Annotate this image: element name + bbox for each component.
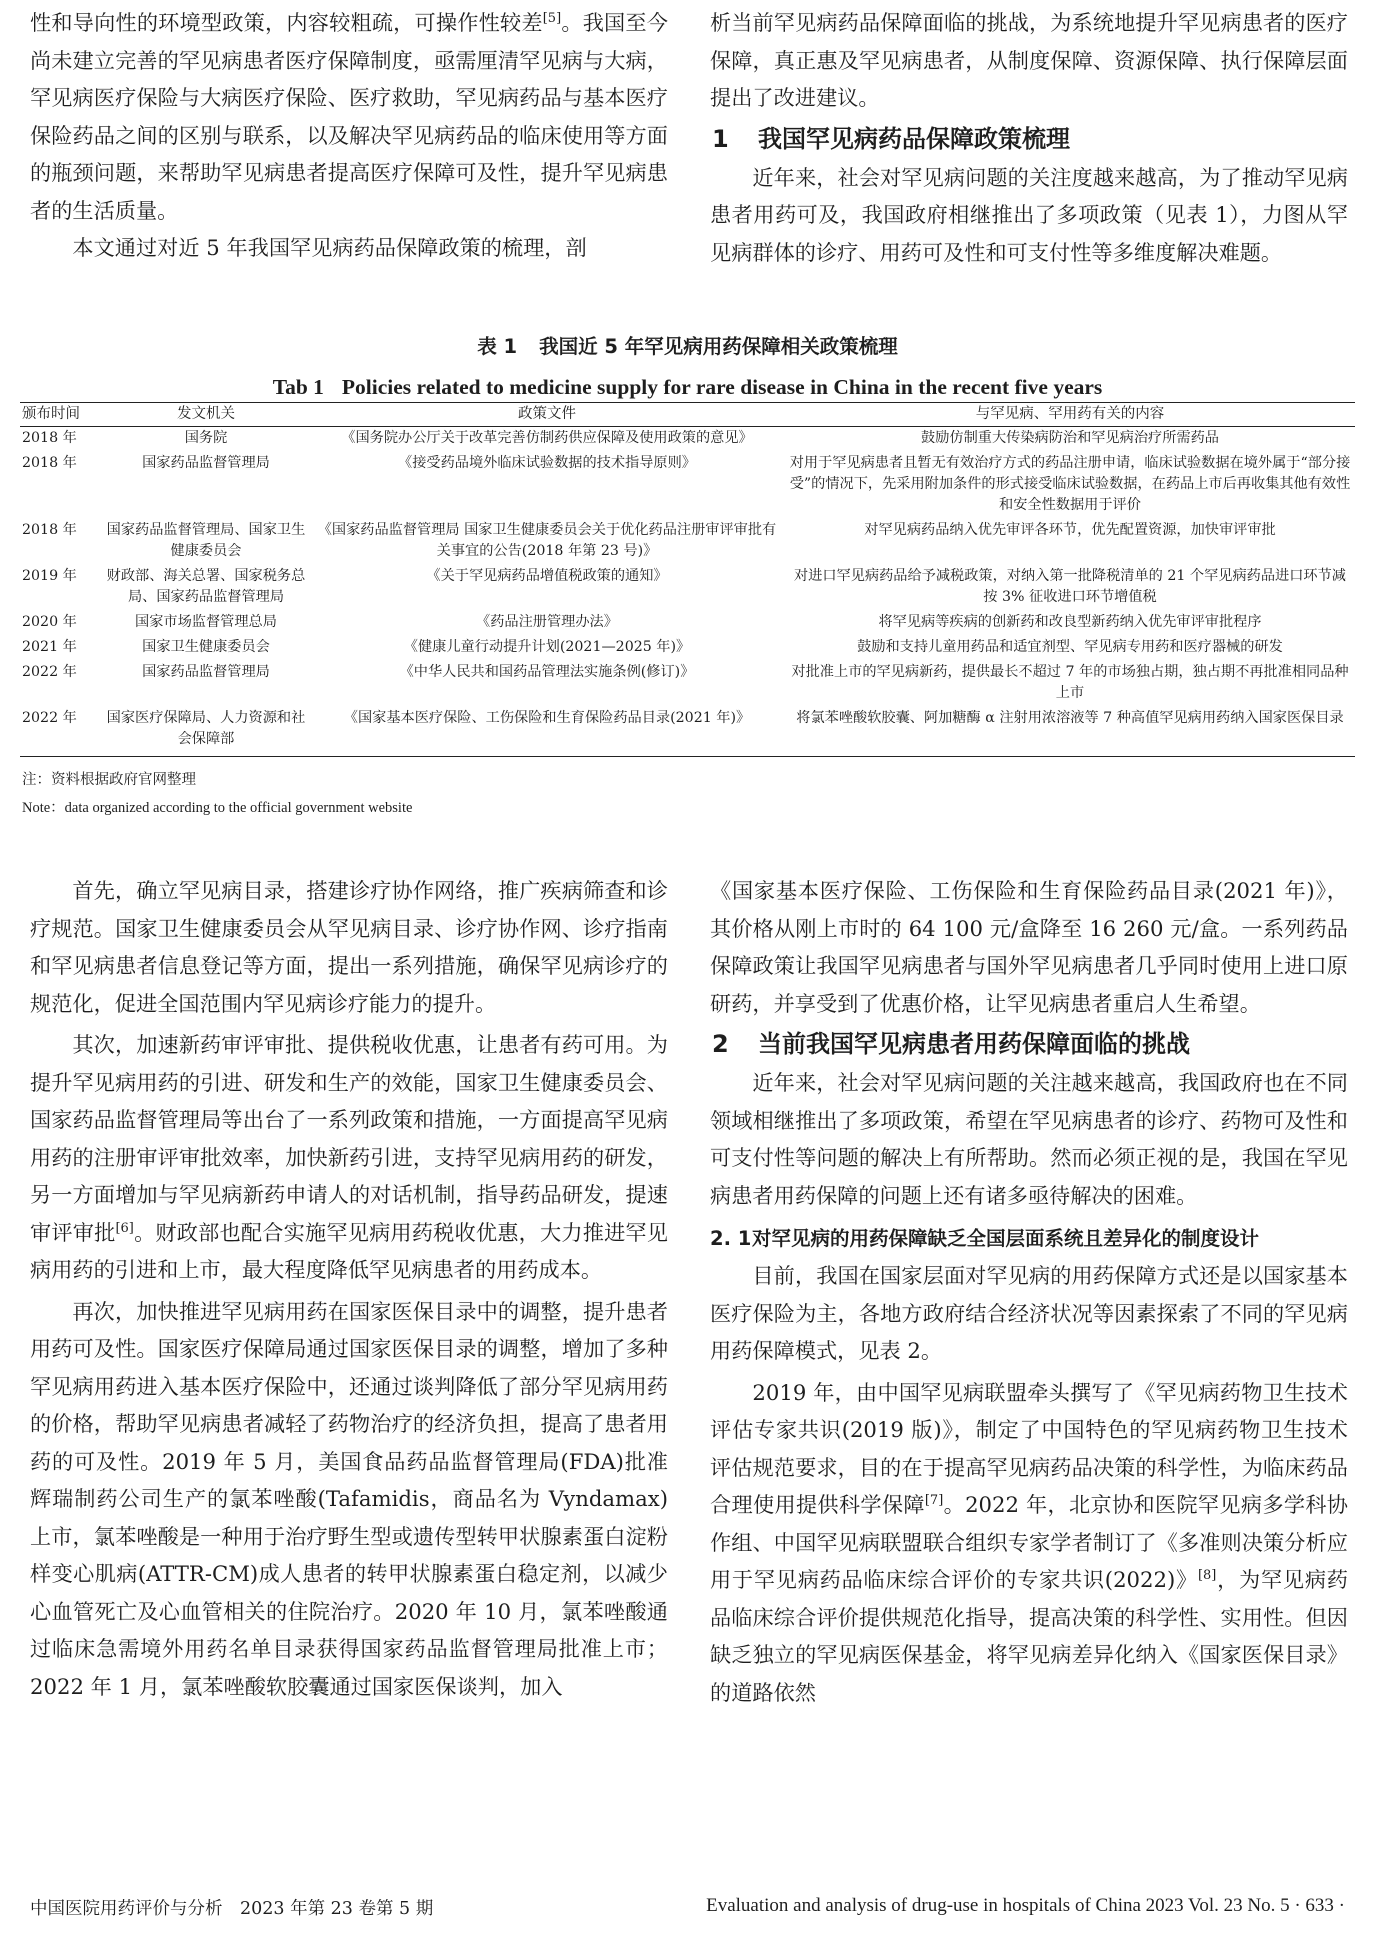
section-heading bbox=[710, 1024, 1348, 1064]
cell-issuer: 国家医疗保障局、人力资源和社会保障部 bbox=[103, 707, 309, 757]
citation-ref[interactable]: [5] bbox=[542, 10, 562, 26]
top-left-column bbox=[30, 4, 668, 267]
section-number: 2 bbox=[712, 1030, 729, 1058]
table-1-block bbox=[20, 332, 1355, 819]
cell-date: 2020 年 bbox=[22, 614, 77, 630]
paragraph: 性和导向性的环境型政策，内容较粗疏，可操作性较差[5]。我国至今尚未建立完善的罕见病患者医疗保障制度，亟需厘清罕见病与大病，罕见病医疗保险与大病医疗保险、医疗救助，罕见病药品与基本医疗保险药品之间的区别与联系，以及解决罕见病药品的临床使用等方面的瓶颈问题，来帮助罕见病患者提高医疗保障可及性，提升罕见病患者的生活质量。 bbox=[30, 10, 668, 223]
table-row bbox=[20, 611, 1355, 636]
col-header-issuer: 发文机关 bbox=[103, 403, 309, 427]
table-row bbox=[20, 707, 1355, 757]
col-header-content: 与罕见病、罕用药有关的内容 bbox=[785, 403, 1355, 427]
cell-content: 鼓励和支持儿童用药品和适宜剂型、罕见病专用药和医疗器械的研发 bbox=[857, 639, 1283, 655]
paragraph: 首先，确立罕见病目录，搭建诊疗协作网络，推广疾病筛查和诊疗规范。国家卫生健康委员会从罕见病目录、诊疗协作网、诊疗指南和罕见病患者信息登记等方面，提出一系列措施，确保罕见病诊疗的规范化，促进全国范围内罕见病诊疗能力的提升。 bbox=[30, 878, 668, 1016]
citation-ref[interactable]: [8] bbox=[1197, 1567, 1217, 1583]
cell-content: 对罕见病药品纳入优先审评各环节，优先配置资源，加快审评审批 bbox=[864, 522, 1276, 538]
section-number: 1 bbox=[712, 124, 729, 153]
table-row bbox=[20, 661, 1355, 707]
cell-issuer: 国务院 bbox=[184, 430, 228, 446]
page-footer bbox=[30, 1895, 1345, 1925]
paragraph: 目前，我国在国家层面对罕见病的用药保障方式还是以国家基本医疗保险为主，各地方政府结合经济状况等因素探索了不同的罕见病用药保障模式，见表 2。 bbox=[710, 1263, 1348, 1363]
paragraph: 2019 年，由中国罕见病联盟牵头撰写了《罕见病药物卫生技术评估专家共识(2019 版)》，制定了中国特色的罕见病药物卫生技术评估规范要求，目的在于提高罕见病药品决策的科学性，为临床药品合理使用提供科学保障[7]。2022 年，北京协和医院罕见病多学科协作组、中国罕见病联盟联合组织专家学者制订了《多准则决策分析应用于罕见病药品临床综合评价的专家共识(2022)》[8]，为罕见病药品临床综合评价提供规范化指导，提高决策的科学性、实用性。但因缺乏独立的罕见病医保基金，将罕见病差异化纳入《国家医保目录》的道路依然 bbox=[710, 1379, 1348, 1705]
top-right-column bbox=[710, 4, 1348, 271]
table-note-en: Note：data organized according to the official government website bbox=[22, 800, 413, 816]
cell-document: 《接受药品境外临床试验数据的技术指导原则》 bbox=[398, 455, 696, 471]
col-header-document: 政策文件 bbox=[309, 403, 785, 427]
paragraph: 本文通过对近 5 年我国罕见病药品保障政策的梳理，剖 bbox=[72, 235, 587, 260]
paragraph: 再次，加快推进罕见病用药在国家医保目录中的调整，提升患者用药可及性。国家医疗保障局通过国家医保目录的调整，增加了多种罕见病用药进入基本医疗保险中，还通过谈判降低了部分罕见病用药的价格，帮助罕见病患者减轻了药物治疗的经济负担，提高了患者用药的可及性。2019 年 5 月，美国食品药品监督管理局(FDA)批准辉瑞制药公司生产的氯苯唑酸(Tafamidis，商品名为 Vyndamax)上市，氯苯唑酸是一种用于治疗野生型或遗传型转甲状腺素蛋白淀粉样变心肌病(ATTR-CM)成人患者的转甲状腺素蛋白稳定剂，以减少心血管死亡及心血管相关的住院治疗。2020 年 10 月，氯苯唑酸通过临床急需境外用药名单目录获得国家药品监督管理局批准上市；2022 年 1 月，氯苯唑酸软胶囊通过国家医保谈判，加入 bbox=[30, 1298, 668, 1699]
paragraph: 析当前罕见病药品保障面临的挑战，为系统地提升罕见病患者的医疗保障，真正惠及罕见病患者，从制度保障、资源保障、执行保障层面提出了改进建议。 bbox=[710, 10, 1348, 110]
cell-document: 《药品注册管理办法》 bbox=[476, 614, 618, 630]
cell-content: 对批准上市的罕见病新药，提供最长不超过 7 年的市场独占期，独占期不再批准相同品种上市 bbox=[791, 664, 1349, 701]
cell-issuer: 国家药品监督管理局 bbox=[142, 455, 270, 471]
table-caption-cn: 表 1 我国近 5 年罕见病用药保障相关政策梳理 bbox=[477, 335, 898, 358]
cell-content: 对用于罕见病患者且暂无有效治疗方式的药品注册申请，临床试验数据在境外属于“部分接受”的情况下，先采用附加条件的形式接受临床试验数据，在药品上市后再收集其他有效性和安全性数据用于评价 bbox=[789, 455, 1351, 513]
table-header-row bbox=[20, 403, 1355, 427]
paragraph: 近年来，社会对罕见病问题的关注度越来越高，为了推动罕见病患者用药可及，我国政府相继推出了多项政策（见表 1），力图从罕见病群体的诊疗、用药可及性和可支付性等多维度解决难题。 bbox=[710, 164, 1348, 265]
cell-content: 对进口罕见病药品给予减税政策，对纳入第一批降税清单的 21 个罕见病药品进口环节减按 3% 征收进口环节增值税 bbox=[793, 568, 1346, 605]
section-heading bbox=[710, 119, 1348, 159]
paragraph: 其次，加速新药审评审批、提供税收优惠，让患者有药可用。为提升罕见病用药的引进、研发和生产的效能，国家卫生健康委员会、国家药品监督管理局等出台了一系列政策和措施，一方面提高罕见病用药的注册审评审批效率，加快新药引进，支持罕见病用药的研发，另一方面增加与罕见病新药申请人的对话机制，指导药品研发，提速审评审批[6]。财政部也配合实施罕见病用药税收优惠，大力推进罕见病用药的引进和上市，最大程度降低罕见病患者的用药成本。 bbox=[30, 1032, 668, 1282]
cell-document: 《国家药品监督管理局 国家卫生健康委员会关于优化药品注册审评审批有关事宜的公告(2018 年第 23 号)》 bbox=[317, 522, 777, 559]
footer-journal-en: Evaluation and analysis of drug-use in hospitals of China 2023 Vol. 23 No. 5 · 633 · bbox=[706, 1895, 1345, 1916]
cell-date: 2019 年 bbox=[22, 568, 77, 584]
cell-date: 2018 年 bbox=[22, 455, 77, 471]
cell-document: 《国家基本医疗保险、工伤保险和生育保险药品目录(2021 年)》 bbox=[309, 707, 785, 757]
cell-issuer: 国家卫生健康委员会 bbox=[142, 639, 270, 655]
table-caption-en: Tab 1 Policies related to medicine supply for rare disease in China in the recent five years bbox=[272, 375, 1103, 399]
cell-content: 将氯苯唑酸软胶囊、阿加糖酶 α 注射用浓溶液等 7 种高值罕见病用药纳入国家医保目录 bbox=[785, 707, 1355, 757]
cell-date: 2018 年 bbox=[22, 430, 77, 446]
cell-date: 2022 年 bbox=[22, 664, 77, 680]
cell-date: 2018 年 bbox=[22, 522, 77, 538]
citation-ref[interactable]: [6] bbox=[115, 1220, 134, 1236]
cell-document: 《中华人民共和国药品管理法实施条例(修订)》 bbox=[399, 664, 695, 680]
cell-content: 鼓励仿制重大传染病防治和罕见病治疗所需药品 bbox=[921, 430, 1219, 446]
paragraph: 近年来，社会对罕见病问题的关注越来越高，我国政府也在不同领域相继推出了多项政策，希望在罕见病患者的诊疗、药物可及性和可支付性等问题的解决上有所帮助。然而必须正视的是，我国在罕见病患者用药保障的问题上还有诸多亟待解决的困难。 bbox=[710, 1070, 1348, 1208]
table-row bbox=[20, 636, 1355, 661]
table-row bbox=[20, 519, 1355, 565]
bottom-right-column bbox=[710, 872, 1348, 1711]
table-row bbox=[20, 427, 1355, 453]
citation-ref[interactable]: [7] bbox=[924, 1492, 944, 1508]
table-note-cn: 注：资料根据政府官网整理 bbox=[22, 772, 196, 788]
col-header-date: 颁布时间 bbox=[20, 403, 103, 427]
cell-content: 将罕见病等疾病的创新药和改良型新药纳入优先审评审批程序 bbox=[878, 614, 1262, 630]
policy-table bbox=[20, 402, 1355, 757]
cell-document: 《关于罕见病药品增值税政策的通知》 bbox=[426, 568, 668, 584]
cell-document: 《国务院办公厅关于改革完善仿制药供应保障及使用政策的意见》 bbox=[341, 430, 753, 446]
paragraph: 《国家基本医疗保险、工伤保险和生育保险药品目录(2021 年)》，其价格从刚上市时的 64 100 元/盒降至 16 260 元/盒。一系列药品保障政策让我国罕见病患者与国外罕见病患者几乎同时使用上进口原研药，并享受到了优惠价格，让罕见病患者重启人生希望。 bbox=[710, 878, 1348, 1016]
cell-issuer: 国家药品监督管理局、国家卫生健康委员会 bbox=[106, 522, 306, 559]
subsection-heading bbox=[710, 1220, 1348, 1257]
cell-issuer: 国家市场监督管理总局 bbox=[135, 614, 277, 630]
table-row bbox=[20, 452, 1355, 519]
cell-document: 《健康儿童行动提升计划(2021—2025 年)》 bbox=[403, 639, 691, 655]
cell-issuer: 财政部、海关总署、国家税务总局、国家药品监督管理局 bbox=[106, 568, 306, 605]
cell-date: 2022 年 bbox=[20, 707, 103, 757]
subsection-title: 对罕见病的用药保障缺乏全国层面系统且差异化的制度设计 bbox=[752, 1227, 1260, 1250]
subsection-number: 2. 1 bbox=[710, 1227, 752, 1250]
cell-date: 2021 年 bbox=[22, 639, 77, 655]
bottom-left-column bbox=[30, 872, 668, 1705]
table-row bbox=[20, 565, 1355, 611]
section-title: 当前我国罕见病患者用药保障面临的挑战 bbox=[758, 1030, 1190, 1058]
section-title: 我国罕见病药品保障政策梳理 bbox=[758, 124, 1070, 153]
cell-issuer: 国家药品监督管理局 bbox=[142, 664, 270, 680]
footer-journal-cn: 中国医院用药评价与分析 2023 年第 23 卷第 5 期 bbox=[30, 1899, 434, 1919]
